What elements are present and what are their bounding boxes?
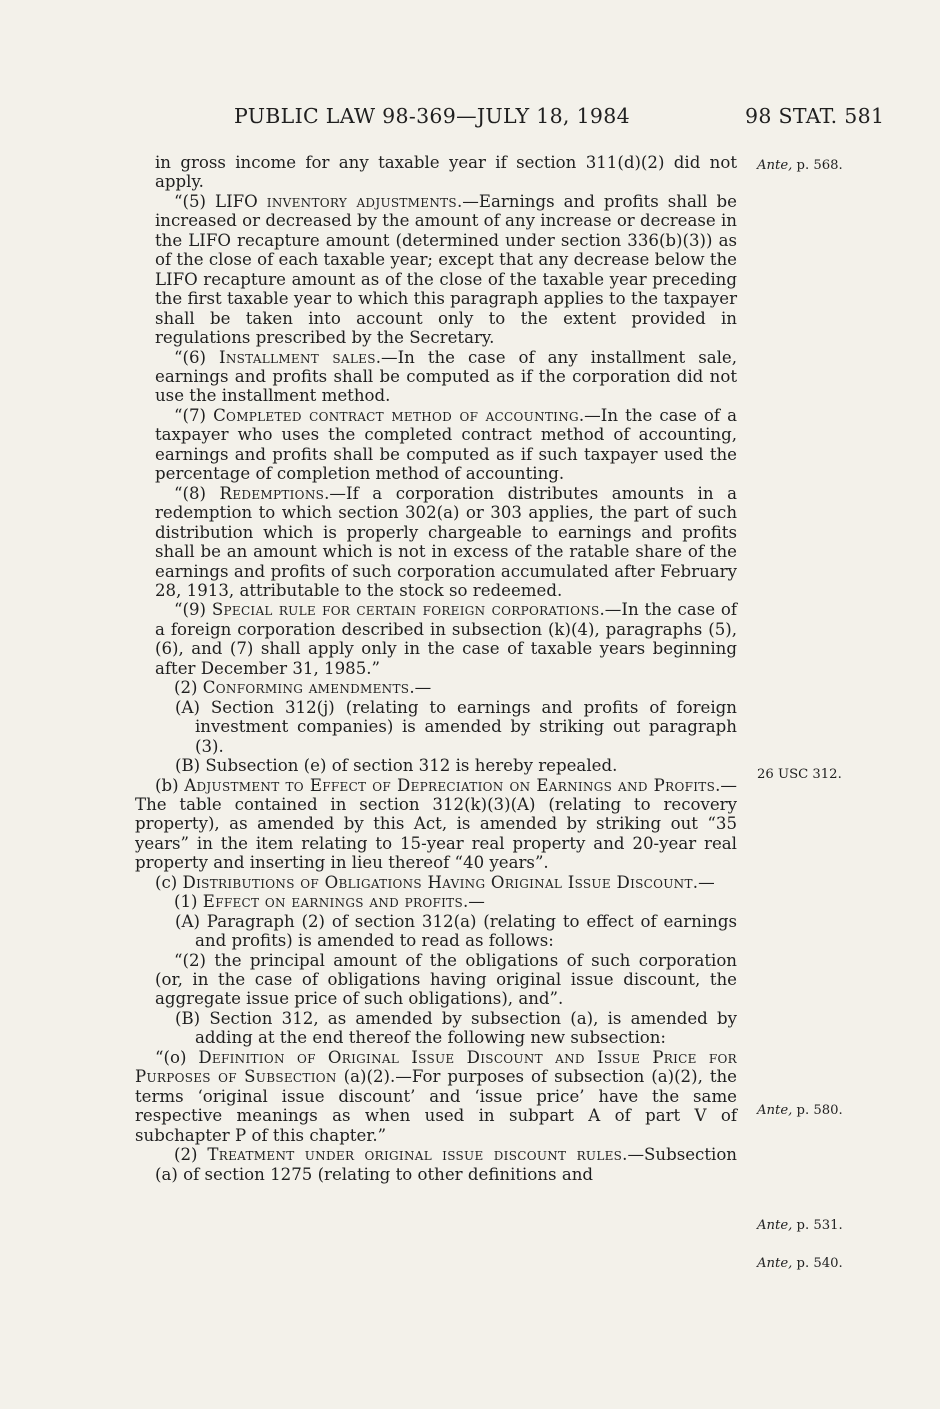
paragraph-effect-earnings: (1) Effect on earnings and profits.— bbox=[174, 892, 485, 912]
section-heading: Conforming amendments bbox=[202, 678, 410, 698]
paragraph-conforming-amendments: (2) Conforming amendments.— bbox=[174, 678, 432, 698]
section-heading: Completed contract method of accounting bbox=[213, 405, 579, 425]
section-heading: Distributions of Obligations Having Original Issue Discount bbox=[182, 872, 693, 892]
page-header bbox=[0, 104, 940, 134]
paragraph-amendment-a: (A) Section 312(j) (relating to earnings and profits of foreign investment companies) is amended by striking out paragraph (3). bbox=[175, 697, 737, 756]
paragraph-lifo-adjustments: “(5) LIFO inventory adjustments.—Earnings and profits shall be increased or decreased by the amount of any increase or decrease in the LIFO recapture amount (determined under section 336(b)(3)) as of the close of each taxable year; except that any decrease below the LIFO recapture amount as of the close of the taxable year preceding the first taxable year to which this paragraph applies to the taxpayer shall be taken into account only to the extent provided in regulations prescribed by the Secretary. bbox=[155, 191, 737, 348]
paragraph-amendment-1b: (B) Section 312, as amended by subsection (a), is amended by adding at the end thereof the following new subsection: bbox=[175, 1008, 737, 1048]
section-heading: Redemptions bbox=[219, 483, 325, 503]
paragraph-definition-oid: “(o) Definition of Original Issue Discount and Issue Price for Purposes of Subsection (a)(2).—For purposes of subsection (a)(2), the terms ‘original issue discount’ and ‘issue price’ have the same respective meanings as when used in subpart A of part V of subchapter P of this chapter.” bbox=[135, 1047, 738, 1145]
margin-note-ante-540: Ante, p. 540. bbox=[757, 1256, 843, 1271]
body-text bbox=[135, 153, 738, 1184]
header-stat-page: 98 STAT. 581 bbox=[745, 104, 885, 128]
section-heading: Adjustment to Effect of Depreciation on Earnings and Profits bbox=[184, 775, 716, 795]
margin-note-26-usc-312: 26 USC 312. bbox=[757, 767, 842, 782]
paragraph-redemptions: “(8) Redemptions.—If a corporation distributes amounts in a redemption to which section 302(a) or 303 applies, the part of such distribution which is properly chargeable to earnings and profits shall be an amount which is not in excess of the ratable share of the earnings and profits of such corporation accumulated after February 28, 1913, attributable to the stock so redeemed. bbox=[155, 483, 737, 600]
paragraph-installment-sales: “(6) Installment sales.—In the case of any installment sale, earnings and profits shall be computed as if the corporation did not use the installment method. bbox=[155, 347, 738, 406]
paragraph-foreign-corporations: “(9) Special rule for certain foreign corporations.—In the case of a foreign corporation described in subsection (k)(4), paragraphs (5), (6), and (7) shall apply only in the case of taxable years beginning after December 31, 1985.” bbox=[155, 600, 738, 678]
paragraph-amendment-b: (B) Subsection (e) of section 312 is hereby repealed. bbox=[175, 756, 618, 776]
margin-note-ante-580: Ante, p. 580. bbox=[757, 1103, 843, 1118]
paragraph-continuation: in gross income for any taxable year if section 311(d)(2) did not apply. bbox=[155, 153, 737, 192]
paragraph-amendment-1a: (A) Paragraph (2) of section 312(a) (relating to effect of earnings and profits) is amended to read as follows: bbox=[175, 911, 737, 951]
paragraph-distributions-oid: (c) Distributions of Obligations Having Original Issue Discount.— bbox=[155, 872, 715, 892]
paragraph-quoted-text: “(2) the principal amount of the obligations of such corporation (or, in the case of obligations having original issue discount, the aggregate issue price of such obligations), and”. bbox=[155, 950, 737, 1009]
paragraph-treatment-oid: (2) Treatment under original issue discount rules.—Subsection (a) of section 1275 (relating to other definitions and bbox=[155, 1145, 737, 1184]
section-heading: Treatment under original issue discount rules bbox=[207, 1145, 623, 1165]
margin-note-ante-531: Ante, p. 531. bbox=[757, 1218, 843, 1233]
section-heading: Installment sales bbox=[219, 347, 376, 367]
header-title: PUBLIC LAW 98-369—JULY 18, 1984 bbox=[234, 104, 630, 128]
paragraph-depreciation-adjustment: (b) Adjustment to Effect of Depreciation on Earnings and Profits.—The table contained in section 312(k)(3)(A) (relating to recovery property), as amended by this Act, is amended by striking out “35 years” in the item relating to 15-year real property and 20-year real property and inserting in lieu thereof “40 years”. bbox=[135, 775, 737, 873]
section-heading: inventory adjustments bbox=[266, 191, 457, 211]
section-heading: Special rule for certain foreign corporations bbox=[211, 600, 600, 620]
section-heading: Effect on earnings and profits bbox=[202, 892, 463, 912]
section-heading: Definition of Original Issue Discount and Issue Price for Purposes of Subsection bbox=[135, 1047, 738, 1087]
margin-note-ante-568: Ante, p. 568. bbox=[757, 158, 843, 173]
paragraph-completed-contract: “(7) Completed contract method of accounting.—In the case of a taxpayer who uses the completed contract method of accounting, earnings and profits shall be computed as if such taxpayer used the percentage of completion method of accounting. bbox=[155, 405, 738, 484]
